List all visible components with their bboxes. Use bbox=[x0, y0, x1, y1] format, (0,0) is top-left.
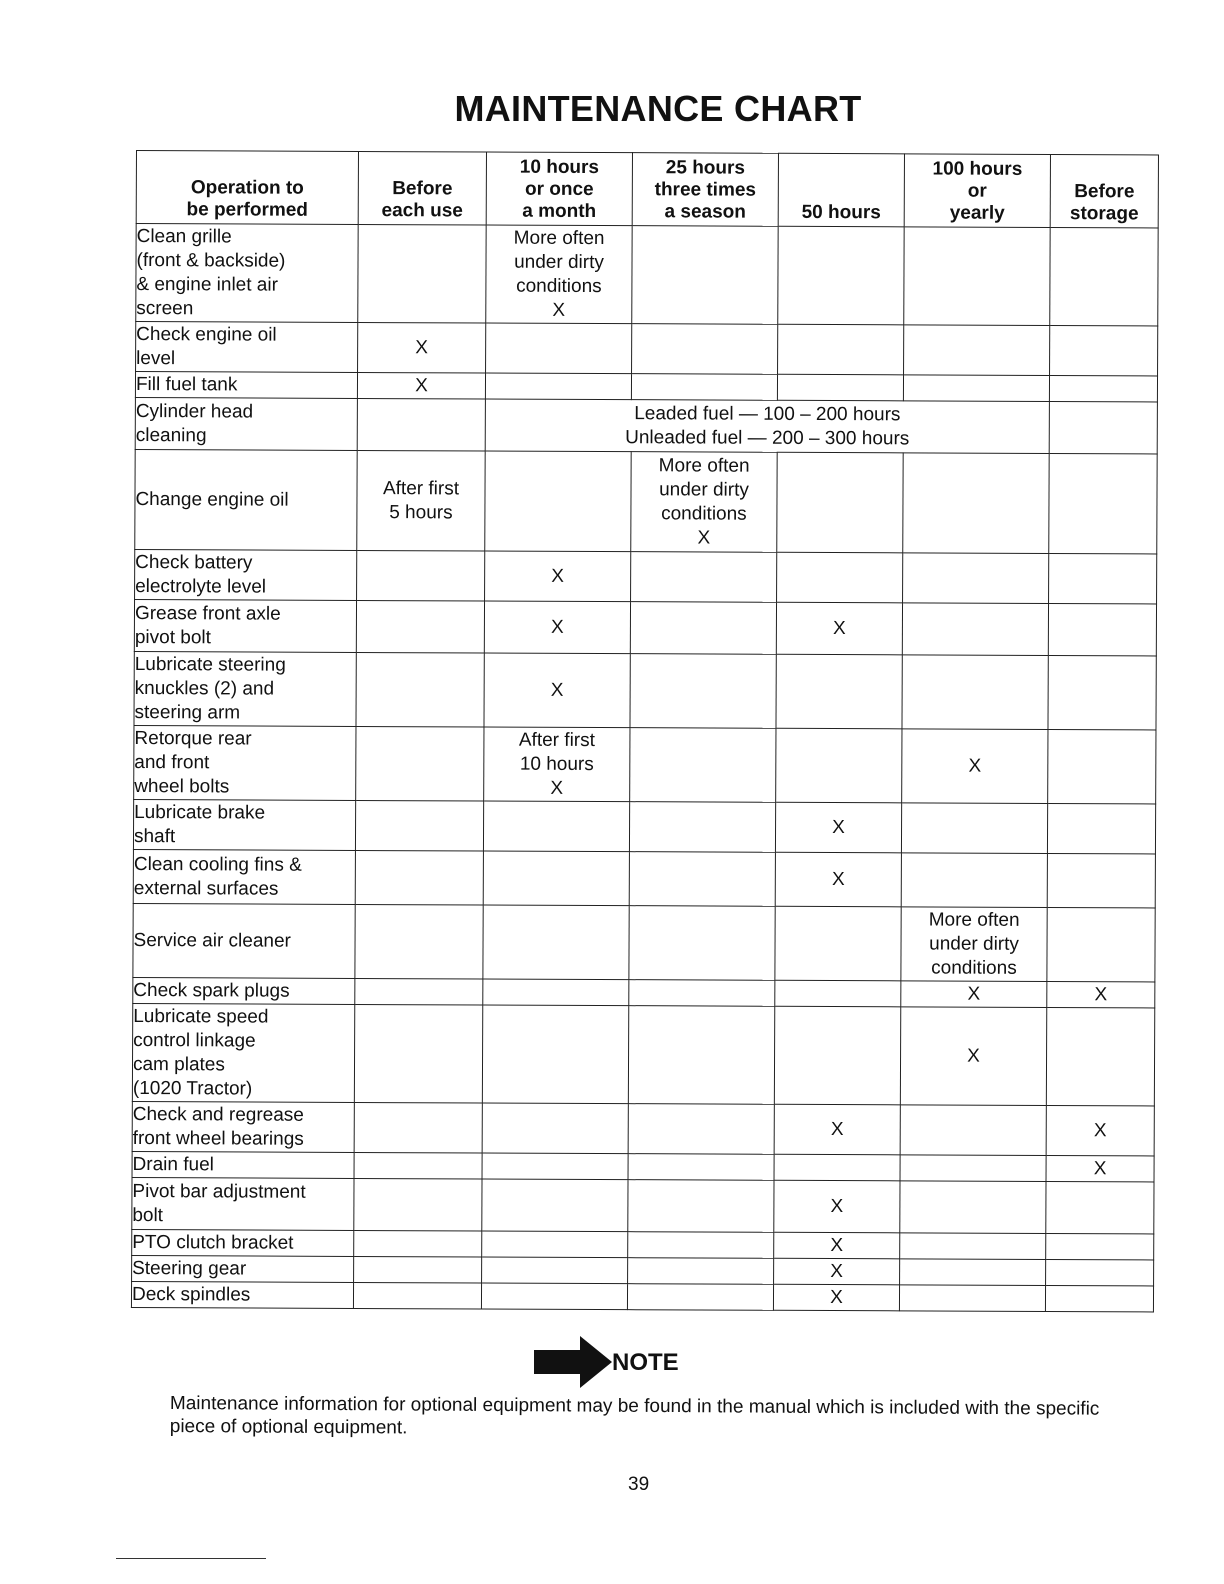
schedule-cell bbox=[900, 1007, 1046, 1106]
note-text: Maintenance information for optional equipment may be found in the manual which is included with the specific piece of optional equipment. bbox=[169, 1393, 1100, 1439]
schedule-cell bbox=[775, 852, 901, 907]
schedule-cell bbox=[481, 1283, 627, 1310]
schedule-cell bbox=[1049, 453, 1157, 553]
schedule-cell bbox=[356, 652, 484, 727]
schedule-cell bbox=[628, 1258, 774, 1285]
schedule-cell bbox=[1049, 553, 1157, 603]
header-50-hours: 50 hours bbox=[778, 153, 904, 227]
schedule-cell bbox=[902, 603, 1048, 656]
operation-cell bbox=[135, 549, 357, 600]
schedule-cell bbox=[777, 452, 903, 553]
operation-label: Fill fuel tank bbox=[135, 373, 238, 395]
header-10-hours: 10 hours or once a month bbox=[486, 152, 632, 226]
schedule-cell bbox=[900, 1233, 1046, 1260]
operation-label: Deck spindles bbox=[131, 1283, 251, 1306]
schedule-cell bbox=[900, 1259, 1046, 1286]
schedule-cell bbox=[901, 907, 1047, 982]
schedule-cell bbox=[356, 600, 484, 653]
schedule-value: X bbox=[415, 374, 428, 396]
schedule-cell bbox=[482, 1257, 628, 1284]
schedule-cell bbox=[1047, 803, 1155, 853]
schedule-value: X bbox=[830, 1286, 843, 1308]
schedule-value: X bbox=[831, 868, 845, 890]
page-title: MAINTENANCE CHART bbox=[454, 88, 862, 129]
schedule-cell bbox=[1046, 1105, 1154, 1155]
operation-label: Check spark plugs bbox=[133, 979, 290, 1002]
schedule-cell bbox=[629, 852, 775, 907]
schedule-cell bbox=[358, 322, 486, 373]
schedule-cell bbox=[1049, 375, 1157, 401]
schedule-cell bbox=[353, 1282, 481, 1309]
schedule-value: X bbox=[967, 983, 981, 1005]
operation-cell bbox=[132, 1255, 354, 1282]
schedule-cell bbox=[628, 1154, 774, 1181]
schedule-cell bbox=[1046, 1259, 1154, 1285]
operation-cell bbox=[132, 1101, 354, 1152]
schedule-cell bbox=[482, 1231, 628, 1258]
schedule-cell bbox=[777, 374, 903, 401]
operation-cell bbox=[133, 903, 355, 978]
operation-cell bbox=[134, 651, 356, 726]
schedule-cell bbox=[899, 1285, 1045, 1312]
arrow-right-icon bbox=[532, 1336, 612, 1388]
schedule-cell bbox=[355, 850, 483, 905]
header-operation: Operation to be performed bbox=[136, 151, 358, 225]
schedule-cell bbox=[357, 450, 485, 551]
operation-label: Lubricate brake shaft bbox=[133, 801, 266, 847]
schedule-cell bbox=[630, 728, 776, 803]
schedule-value: After first 5 hours bbox=[382, 477, 460, 523]
schedule-cell bbox=[902, 655, 1048, 730]
operation-label: Check and regrease front wheel bearings bbox=[132, 1103, 304, 1150]
schedule-cell bbox=[355, 904, 483, 979]
schedule-cell bbox=[1047, 853, 1155, 907]
operation-cell bbox=[136, 322, 358, 373]
schedule-cell bbox=[629, 980, 775, 1007]
schedule-cell bbox=[357, 398, 485, 451]
schedule-cell bbox=[482, 1179, 628, 1232]
schedule-cell bbox=[903, 553, 1049, 604]
schedule-cell bbox=[354, 1152, 482, 1179]
schedule-cell bbox=[628, 1180, 774, 1233]
table-row bbox=[134, 651, 1156, 729]
schedule-cell bbox=[775, 802, 901, 853]
schedule-cell bbox=[775, 906, 901, 981]
schedule-cell bbox=[774, 1258, 900, 1285]
schedule-cell bbox=[357, 550, 485, 601]
schedule-cell bbox=[483, 801, 629, 852]
operation-cell bbox=[133, 849, 355, 904]
operation-label: Grease front axle pivot bolt bbox=[134, 602, 281, 648]
table-row bbox=[133, 799, 1155, 853]
schedule-cell bbox=[486, 225, 632, 324]
table-row bbox=[134, 725, 1156, 803]
schedule-cell bbox=[902, 729, 1048, 804]
table-body bbox=[131, 224, 1158, 1312]
schedule-cell bbox=[628, 1006, 774, 1105]
schedule-cell bbox=[774, 1180, 900, 1233]
fuel-interval-cell bbox=[485, 399, 1049, 453]
operation-label: Pivot bar adjustment bolt bbox=[132, 1180, 306, 1226]
table-row bbox=[133, 903, 1155, 981]
schedule-cell bbox=[630, 654, 776, 729]
schedule-cell bbox=[1050, 227, 1158, 325]
header-before-each-use: Before each use bbox=[358, 151, 486, 225]
schedule-value: X bbox=[551, 616, 564, 638]
operation-label: PTO clutch bracket bbox=[132, 1231, 294, 1254]
table-row bbox=[136, 224, 1158, 326]
header-row bbox=[136, 151, 1158, 228]
operation-label: Clean grille (front & backside) & engine inlet air screen bbox=[136, 225, 286, 319]
operation-label: Retorque rear and front wheel bolts bbox=[134, 727, 252, 797]
schedule-cell bbox=[1048, 655, 1156, 729]
schedule-cell bbox=[357, 372, 485, 399]
schedule-cell bbox=[628, 1104, 774, 1155]
schedule-value: X bbox=[1093, 1157, 1107, 1179]
operation-cell bbox=[131, 1281, 353, 1308]
schedule-value: More often under dirty conditions X bbox=[658, 454, 750, 549]
operation-cell bbox=[135, 397, 357, 450]
schedule-cell bbox=[901, 803, 1047, 854]
schedule-cell bbox=[778, 324, 904, 375]
schedule-cell bbox=[774, 1006, 900, 1105]
schedule-value: X bbox=[830, 1195, 844, 1217]
schedule-cell bbox=[1046, 1181, 1154, 1233]
schedule-value: After first 10 hours X bbox=[518, 729, 595, 799]
schedule-value: X bbox=[1094, 983, 1108, 1005]
schedule-cell bbox=[632, 324, 778, 375]
operation-cell bbox=[135, 449, 357, 550]
operation-cell bbox=[134, 725, 356, 800]
operation-label: Cylinder head cleaning bbox=[135, 400, 254, 446]
operation-cell bbox=[133, 977, 355, 1004]
schedule-cell bbox=[482, 1103, 628, 1154]
page-number: 39 bbox=[628, 1474, 650, 1495]
schedule-cell bbox=[354, 1102, 482, 1153]
operation-label: Check battery electrolyte level bbox=[135, 551, 267, 598]
schedule-cell bbox=[900, 1181, 1046, 1234]
operation-cell bbox=[132, 1229, 354, 1256]
schedule-cell bbox=[1047, 907, 1155, 981]
schedule-cell bbox=[483, 851, 629, 906]
schedule-value: X bbox=[832, 816, 845, 838]
schedule-cell bbox=[773, 1284, 899, 1311]
schedule-cell bbox=[903, 375, 1049, 402]
schedule-value: X bbox=[830, 1260, 844, 1282]
schedule-cell bbox=[483, 905, 629, 980]
schedule-value: X bbox=[415, 336, 429, 358]
schedule-cell bbox=[904, 227, 1050, 326]
schedule-value: X bbox=[551, 565, 565, 587]
schedule-cell bbox=[485, 373, 631, 400]
schedule-cell bbox=[356, 726, 484, 801]
maintenance-chart bbox=[131, 150, 1159, 1312]
schedule-cell bbox=[628, 1232, 774, 1259]
schedule-cell bbox=[776, 654, 902, 729]
schedule-cell bbox=[484, 653, 630, 728]
header-25-hours: 25 hours three times a season bbox=[632, 153, 778, 227]
schedule-cell bbox=[774, 1154, 900, 1181]
operation-cell bbox=[134, 599, 356, 652]
schedule-cell bbox=[627, 1284, 773, 1311]
schedule-value: X bbox=[830, 1234, 844, 1256]
schedule-cell bbox=[900, 1105, 1046, 1156]
operation-label: Change engine oil bbox=[135, 488, 289, 511]
operation-label: Lubricate speed control linkage cam plates (1020 Tractor) bbox=[132, 1005, 269, 1100]
operation-label: Drain fuel bbox=[132, 1153, 214, 1175]
schedule-cell bbox=[1046, 1007, 1154, 1105]
schedule-cell bbox=[484, 727, 630, 802]
schedule-cell bbox=[631, 452, 777, 553]
note-label: NOTE bbox=[612, 1349, 679, 1376]
schedule-value: Leaded fuel — 100 – 200 hours Unleaded fuel — 200 – 300 hours bbox=[625, 402, 910, 449]
schedule-cell bbox=[629, 802, 775, 853]
operation-label: Clean cooling fins & external surfaces bbox=[133, 853, 302, 900]
schedule-cell bbox=[354, 1256, 482, 1283]
schedule-cell bbox=[358, 224, 486, 323]
header-before-storage: Before storage bbox=[1050, 154, 1158, 227]
schedule-cell bbox=[484, 601, 630, 654]
table-row bbox=[132, 1177, 1154, 1233]
schedule-value: More often under dirty conditions X bbox=[513, 227, 605, 321]
schedule-cell bbox=[485, 451, 631, 552]
schedule-value: X bbox=[550, 679, 564, 701]
schedule-cell bbox=[901, 853, 1047, 908]
schedule-cell bbox=[483, 979, 629, 1006]
schedule-cell bbox=[630, 602, 776, 655]
table-row bbox=[135, 449, 1157, 553]
schedule-cell bbox=[776, 728, 902, 803]
schedule-cell bbox=[774, 1104, 900, 1155]
table-row bbox=[132, 1101, 1154, 1155]
schedule-cell bbox=[778, 226, 904, 325]
table-row bbox=[132, 1003, 1154, 1105]
operation-label: Steering gear bbox=[132, 1257, 247, 1279]
schedule-cell bbox=[1048, 729, 1156, 803]
schedule-cell bbox=[775, 980, 901, 1007]
operation-cell bbox=[133, 799, 355, 850]
schedule-cell bbox=[629, 906, 775, 981]
schedule-value: X bbox=[833, 617, 846, 639]
table-row bbox=[133, 849, 1155, 907]
schedule-cell bbox=[901, 981, 1047, 1008]
schedule-cell bbox=[355, 978, 483, 1005]
operation-cell bbox=[132, 1003, 354, 1102]
operation-label: Lubricate steering knuckles (2) and steering arm bbox=[134, 653, 286, 723]
schedule-cell bbox=[903, 453, 1049, 554]
schedule-cell bbox=[900, 1155, 1046, 1182]
schedule-cell bbox=[777, 552, 903, 603]
schedule-cell bbox=[355, 800, 483, 851]
schedule-cell bbox=[482, 1005, 628, 1104]
header-100-hours: 100 hours or yearly bbox=[904, 154, 1050, 228]
maintenance-table bbox=[131, 150, 1159, 1312]
schedule-cell bbox=[1048, 603, 1156, 655]
schedule-cell bbox=[774, 1232, 900, 1259]
schedule-value: X bbox=[830, 1118, 844, 1140]
schedule-cell bbox=[904, 325, 1050, 376]
schedule-cell bbox=[482, 1153, 628, 1180]
schedule-cell bbox=[631, 374, 777, 401]
operation-cell bbox=[132, 1151, 354, 1178]
schedule-cell bbox=[1045, 1285, 1153, 1311]
table-row bbox=[134, 599, 1156, 655]
operation-cell bbox=[132, 1177, 354, 1230]
schedule-cell bbox=[776, 602, 902, 655]
operation-cell bbox=[135, 372, 357, 399]
schedule-cell bbox=[354, 1230, 482, 1257]
operation-label: Check engine oil level bbox=[136, 323, 277, 369]
note-callout bbox=[532, 1336, 732, 1388]
table-row bbox=[135, 397, 1157, 453]
footer-rule bbox=[116, 1558, 266, 1559]
table-row bbox=[131, 1281, 1153, 1311]
schedule-cell bbox=[1047, 981, 1155, 1007]
schedule-cell bbox=[1046, 1233, 1154, 1259]
operation-label: Service air cleaner bbox=[133, 929, 291, 952]
schedule-cell bbox=[354, 1004, 482, 1103]
schedule-cell bbox=[632, 226, 778, 325]
schedule-cell bbox=[1049, 401, 1157, 453]
schedule-value: X bbox=[1093, 1119, 1107, 1141]
table-row bbox=[135, 549, 1157, 603]
schedule-cell bbox=[1046, 1155, 1154, 1181]
schedule-value: More often under dirty conditions bbox=[928, 908, 1020, 979]
schedule-cell bbox=[486, 323, 632, 374]
schedule-cell bbox=[631, 552, 777, 603]
schedule-value: X bbox=[968, 755, 982, 777]
table-row bbox=[136, 322, 1158, 376]
schedule-cell bbox=[1050, 325, 1158, 375]
schedule-cell bbox=[354, 1178, 482, 1231]
schedule-value: X bbox=[967, 1045, 980, 1067]
schedule-cell bbox=[485, 551, 631, 602]
operation-cell bbox=[136, 224, 358, 323]
